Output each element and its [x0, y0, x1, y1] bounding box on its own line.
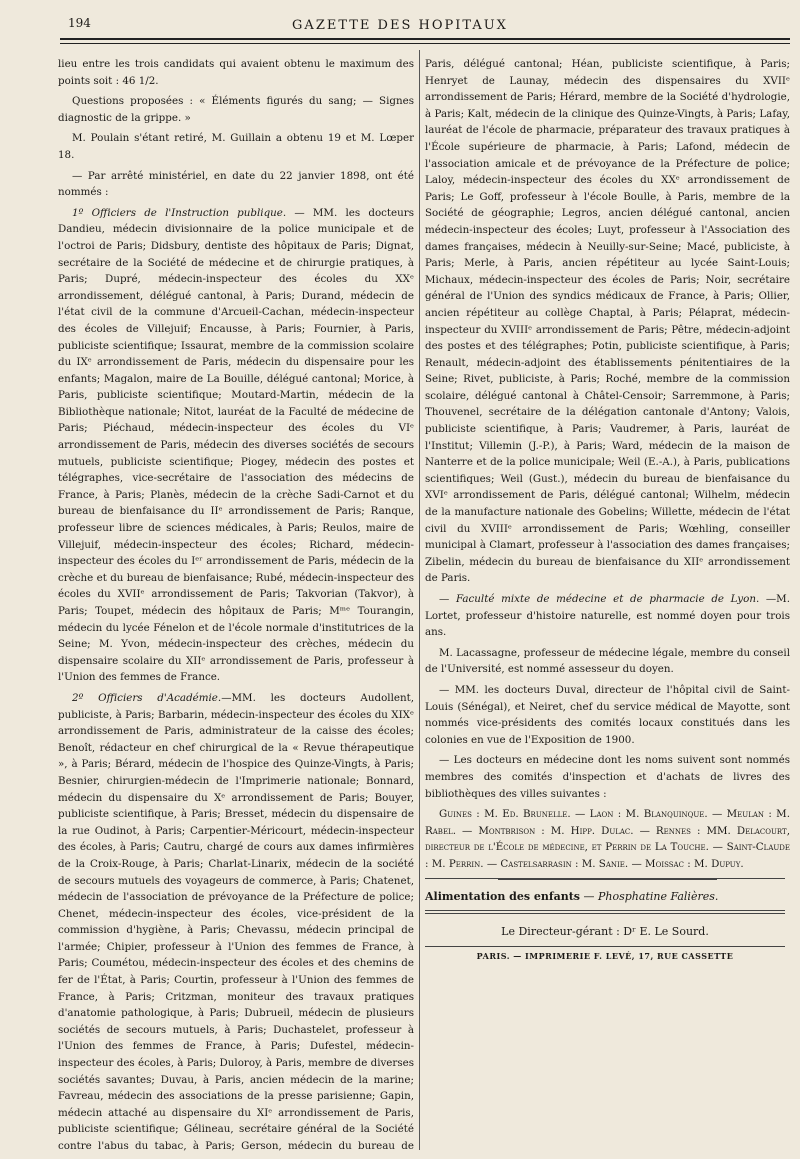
section-heading: — Faculté mixte de médecine et de pharmacie de Lyon. — [439, 593, 760, 605]
left-column — [58, 56, 414, 1151]
advert-label: Alimentation des enfants — [425, 890, 580, 903]
advert — [425, 890, 785, 903]
column-divider — [419, 50, 420, 1150]
paragraph-bibliotheques: — Les docteurs en médecine dont les noms suivent sont nommés membres des comités d'inspection et d'achats de livres des bibliothèques des villes suivantes : — [425, 754, 790, 800]
header-rule — [60, 38, 790, 40]
paragraph-officiers-academie — [58, 690, 414, 1151]
paragraph-lacassagne: M. Lacassagne, professeur de médecine légale, membre du conseil de l'Université, est nommé assesseur du doyen. — [425, 646, 790, 676]
paragraph-faculte-lyon — [425, 591, 790, 641]
right-column — [425, 56, 790, 881]
advert-rule-bottom — [425, 910, 785, 911]
paragraph-candidates: lieu entre les trois candidats qui avaient obtenu le maximum des points soit : 46 1/2. — [58, 58, 414, 87]
paragraph-villes: Guines : M. Ed. Brunelle. — Laon : M. Blanquinque. — Meulan : M. Rabel. — Montbrison : M. Hipp. Dulac. — Rennes : MM. Delacourt, directeur de l'École de médecine, et Perrin de La Touche. — Saint-Claude : M. Perrin. — Castelsarrasin : M. Sanie. — Moissac : M. Dupuy. — [425, 808, 790, 870]
paragraph-decree: — Par arrêté ministériel, en date du 22 janvier 1898, ont été nommés : — [58, 169, 414, 199]
section-heading: 1º Officiers de l'Instruction publique. — [72, 206, 287, 219]
paragraph-questions: Questions proposées : « Éléments figurés du sang; — Signes diagnostic de la grippe. » — [58, 95, 414, 124]
section-text: —MM. les docteurs Audollent, publiciste, à Paris; Barbarin, médecin-inspecteur des écoles du XIXᵉ arrondissement de Paris, administrateur de la caisse des écoles; Benoît, rédacteur en chef chirurgical de la « Revue thérapeutique », à Paris; Bérard, médecin de l'hospice des Quinze-Vingts, à Paris; Besnier, chirurgien-médecin de l'Imprimerie nationale; Bonnard, médecin du dispensaire du Xᵉ arrondissement de Paris; Bouyer, publiciste scientifique, à Paris; Bresset, médecin du dispensaire de la rue Oudinot, à Paris; Carpentier-Méricourt, médecin-inspecteur des écoles, à Paris; Cautru, chargé de cours aux dames infirmières de la Croix-Rouge, à Paris; Charlat-Linarix, médecin de la société de secours mutuels des voyageurs de commerce, à Paris; Chatenet, médecin de l'association de prévoyance de la Préfecture de police; Chenet, médecin-inspecteur des écoles, vice-président de la commission d'hygiène, à Paris; Chevassu, médecin principal de l'armée; Chipier, professeur à l'Union des femmes de France, à Paris; Coumétou, médecin-inspecteur des écoles et des chemins de fer de l'État, à Paris; Courtin, professeur à l'Union des femmes de France, à Paris; Critzman, moniteur des travaux pratiques d'anatomie pathologique, à Paris; Dubrueil, médecin de plusieurs sociétés de secours mutuels, à Paris; Duchastelet, professeur à l'Union des femmes de France, à Paris; Dufestel, médecin-inspecteur des écoles, à Paris; Duloroy, à Paris, membre de diverses sociétés savantes; Duvau, à Paris, ancien médecin de la marine; Favreau, médecin des associations de la presse parisienne; Gapin, médecin attaché au dispensaire du XIᵉ arrondissement de Paris, publiciste scientifique; Gélineau, secrétaire général de la Société contre l'abus du tabac, à Paris; Gerson, médecin du bureau de — [58, 691, 414, 1151]
section-text: — MM. les docteurs Dandieu, médecin divisionnaire de la police municipale et de l'octroi de Paris; Didsbury, dentiste des hôpitaux de Paris; Dignat, secrétaire de la Société de médecine et de chirurgie pratiques, à Paris; Dupré, médecin-inspecteur des écoles du XXᵉ arrondissement, délégué cantonal, à Paris; Durand, médecin de l'état civil de la commune d'Arcueil-Cachan, médecin-inspecteur des écoles de Villejuif; Encausse, à Paris; Fournier, à Paris, publiciste scientifique; Issaurat, membre de la commission scolaire du IXᵉ arrondissement de Paris, médecin du dispensaire pour les enfants; Magalon, maire de La Bouille, délégué cantonal; Morice, à Paris, publiciste scientifique; Moutard-Martin, médecin de la Bibliothèque nationale; Nitot, lauréat de la Faculté de médecine de Paris; Piéchaud, médecin-inspecteur des écoles du VIᵉ arrondissement de Paris, médecin des diverses sociétés de secours mutuels, publiciste scientifique; Piogey, médecin des postes et télégraphes, vice-secrétaire de l'association des médecins de France, à Paris; Planès, médecin de la crèche Sadi-Carnot et du bureau de bienfaisance du IIᵉ arrondissement de Paris; Ranque, professeur libre de sciences médicales, à Paris; Reulos, maire de Villejuif, médecin-inspecteur des écoles; Richard, médecin-inspecteur des écoles du Iᵉʳ arrondissement de Paris, médecin de la crèche et du bureau de bienfaisance; Rubé, médecin-inspecteur des écoles du XVIIᵉ arrondissement de Paris; Takvorian (Takvor), à Paris; Toupet, médecin des hôpitaux de Paris; Mᵐᵉ Tourangin, médecin du lycée Fénelon et de l'école normale d'institutrices de la Seine; M. Yvon, médecin-inspecteur des crèches, médecin du dispensaire scolaire du XIIᵉ arrondissement de Paris, professeur à l'Union des femmes de France. — [58, 206, 414, 684]
journal-title: GAZETTE DES HOPITAUX — [292, 18, 508, 33]
printer-imprint: PARIS. — IMPRIMERIE F. LEVÉ, 17, RUE CASSETTE — [476, 951, 734, 961]
advert-dash: — — [583, 890, 598, 903]
paragraph-colonies: — MM. les docteurs Duval, directeur de l'hôpital civil de Saint-Louis (Sénégal), et Neiret, chef du service médical de Mayotte, sont nommés vice-présidents des comités locaux constitués dans les colonies en vue de l'Exposition de 1900. — [425, 683, 790, 746]
advert-product: Phosphatine Falières. — [598, 890, 719, 903]
paragraph-academie-continued: Paris, délégué cantonal; Héan, publiciste scientifique, à Paris; Henryet de Launay, médecin des dispensaires du XVIIᵉ arrondissement de Paris; Hérard, membre de la Société d'hydrologie, à Paris; Kalt, médecin de la clinique des Quinze-Vingts, à Paris; Lafay, lauréat de l'école de pharmacie, préparateur des travaux pratiques à l'École supérieure de pharmacie, à Paris; Lafond, médecin de l'association amicale et de prévoyance de la Préfecture de police; Laloy, médecin-inspecteur des écoles du XXᵉ arrondissement de Paris; Le Goff, professeur à l'école Boulle, à Paris, membre de la Société de géographie; Legros, ancien délégué cantonal, ancien médecin-inspecteur des écoles; Luyt, professeur à l'Association des dames françaises, médecin à Neuilly-sur-Seine; Macé, publiciste, à Paris; Merle, à Paris, ancien répétiteur au lycée Saint-Louis; Michaux, médecin-inspecteur des écoles de Paris; Noir, secrétaire général de l'Union des syndics médicaux de France, à Paris; Ollier, ancien répétiteur au collège Chaptal, à Paris; Pélaprat, médecin-inspecteur du XVIIIᵉ arrondissement de Paris; Pêtre, médecin-adjoint des postes et des télégraphes; Potin, publiciste scientifique, à Paris; Renault, médecin-adjoint des établissements pénitentiaires de la Seine; Rivet, publiciste, à Paris; Roché, membre de la commission scolaire, délégué cantonal à Châtel-Censoir; Sarremmone, à Paris; Thouvenel, secrétaire de la délégation cantonale d'Antony; Valois, publiciste scientifique, à Paris; Vaudremer, à Paris, lauréat de l'Institut; Villemin (J.-P.), à Paris; Ward, médecin de la maison de Nanterre et de la police municipale; Weil (E.-A.), à Paris, publications scientifiques; Weil (Gust.), médecin du bureau de bienfaisance du XVIᵉ arrondissement de Paris, délégué cantonal; Wilhelm, médecin de la manufacture nationale des Gobelins; Willette, médecin de l'état civil du XVIIIᵉ arrondissement de Paris; Wœhling, conseiller municipal à Clamart, professeur à l'association des dames françaises; Zibelin, médecin du bureau de bienfaisance du XIIᵉ arrondissement de Paris. — [425, 58, 790, 585]
page-number: 194 — [68, 16, 91, 30]
printer-rule — [425, 946, 785, 947]
paragraph-result: M. Poulain s'étant retiré, M. Guillain a obtenu 19 et M. Lœper 18. — [58, 132, 414, 161]
section-text: —M. Lortet, professeur d'histoire naturelle, est nommé doyen pour trois ans. — [425, 593, 790, 639]
section-heading: 2º Officiers d'Académie. — [72, 691, 222, 704]
paragraph-instruction-publique — [58, 205, 414, 686]
header-rule-thin — [60, 43, 790, 44]
director-signature: Le Directeur-gérant : Dʳ E. Le Sourd. — [501, 925, 709, 938]
advert-rule — [425, 878, 785, 879]
advert-rule-bottom-2 — [425, 913, 785, 914]
